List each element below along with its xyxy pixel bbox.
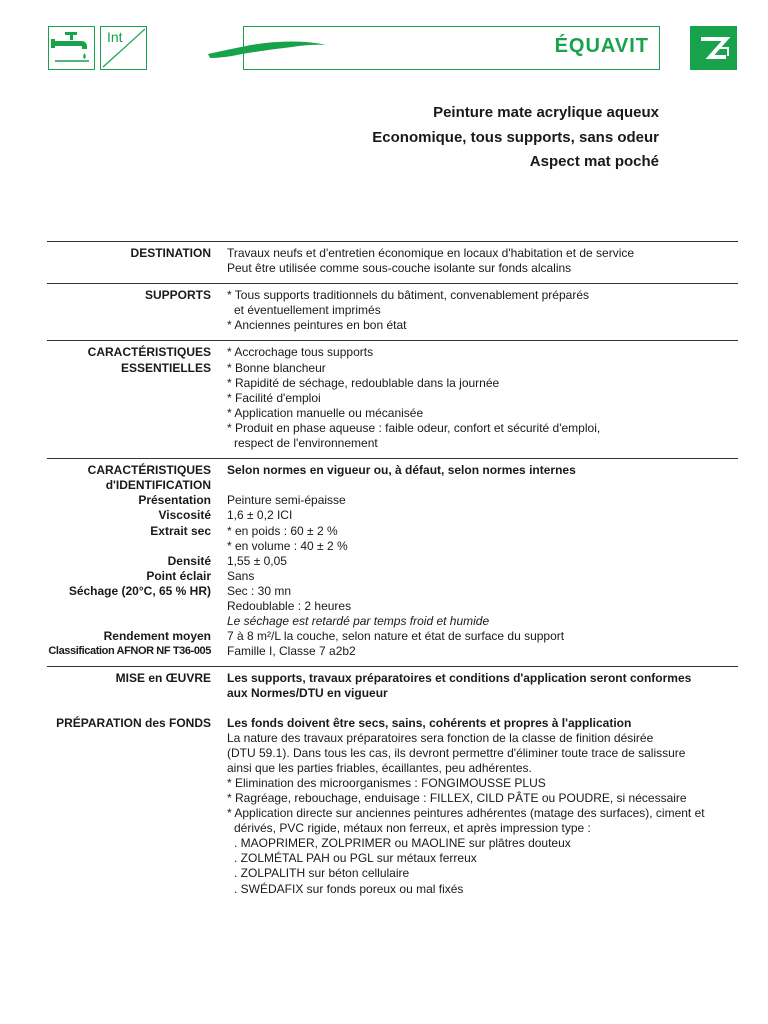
mise-en-oeuvre-text: Les supports, travaux préparatoires et conditions d'application seront conformes bbox=[227, 671, 692, 686]
preparation-text: . MAOPRIMER, ZOLPRIMER ou MAOLINE sur plâtres douteux bbox=[234, 836, 571, 851]
caracteristiques-item: respect de l'environnement bbox=[234, 436, 378, 451]
caracteristiques-item: * Accrochage tous supports bbox=[227, 345, 374, 360]
preparation-text: * Application directe sur anciennes peintures adhérentes (matage des surfaces), ciment et bbox=[227, 806, 705, 821]
water-tap-icon-box bbox=[48, 26, 95, 70]
destination-label: DESTINATION bbox=[130, 246, 211, 260]
preparation-text: * Ragréage, rebouchage, enduisage : FILLEX, CILD PÂTE ou POUDRE, si nécessaire bbox=[227, 791, 687, 805]
title-line: Economique, tous supports, sans odeur bbox=[372, 128, 659, 146]
preparation-label: PRÉPARATION des FONDS bbox=[56, 715, 211, 730]
caracteristiques-label: CARACTÉRISTIQUES bbox=[87, 345, 211, 360]
extrait-label: Extrait sec bbox=[150, 523, 211, 538]
identification-label: d'IDENTIFICATION bbox=[105, 478, 211, 493]
extrait-value: * en poids : 60 ± 2 % bbox=[227, 523, 338, 538]
eclair-value: Sans bbox=[227, 568, 255, 583]
identification-label: CARACTÉRISTIQUES bbox=[87, 463, 211, 478]
preparation-text: ainsi que les parties friables, écaillantes, peu adhérentes. bbox=[227, 760, 532, 775]
section-destination bbox=[47, 241, 738, 283]
product-titles bbox=[372, 101, 659, 175]
identification-intro: Selon normes en vigueur ou, à défaut, selon normes internes bbox=[227, 463, 576, 478]
preparation-text: La nature des travaux préparatoires sera fonction de la classe de finition désirée bbox=[227, 730, 654, 745]
section-mise-en-oeuvre bbox=[47, 666, 738, 903]
interior-use-icon bbox=[100, 26, 147, 70]
sechage-note: Le séchage est retardé par temps froid et humide bbox=[227, 614, 490, 629]
spec-table bbox=[47, 241, 738, 904]
section-caracteristiques bbox=[47, 340, 738, 458]
sechage-value: Redoublable : 2 heures bbox=[227, 598, 352, 613]
preparation-heading: Les fonds doivent être secs, sains, cohérents et propres à l'application bbox=[227, 715, 632, 730]
supports-label: SUPPORTS bbox=[144, 288, 211, 303]
brand-name: ÉQUAVIT bbox=[554, 35, 649, 57]
title-line: Peinture mate acrylique aqueux bbox=[433, 104, 659, 121]
preparation-text: . ZOLPALITH sur béton cellulaire bbox=[234, 866, 410, 881]
destination-text: Travaux neufs et d'entretien économique en locaux d'habitation et de service bbox=[227, 246, 635, 260]
caracteristiques-item: * Application manuelle ou mécanisée bbox=[227, 405, 424, 420]
sechage-value: Sec : 30 mn bbox=[227, 583, 292, 598]
destination-text: Peut être utilisée comme sous-couche isolante sur fonds alcalins bbox=[227, 261, 572, 276]
afnor-value: Famille I, Classe 7 a2b2 bbox=[227, 644, 356, 659]
preparation-text: . ZOLMÉTAL PAH ou PGL sur métaux ferreux bbox=[234, 851, 477, 866]
rendement-value: 7 à 8 m²/L la couche, selon nature et état de surface du support bbox=[227, 629, 565, 644]
mise-en-oeuvre-label: MISE en ŒUVRE bbox=[115, 671, 211, 686]
densite-label: Densité bbox=[167, 553, 211, 568]
brand-header-box bbox=[243, 26, 660, 70]
preparation-text: dérivés, PVC rigide, métaux non ferreux, et après impression type : bbox=[234, 821, 591, 836]
viscosite-value: 1,6 ± 0,2 ICI bbox=[227, 508, 293, 523]
presentation-value: Peinture semi-épaisse bbox=[227, 493, 346, 508]
mise-en-oeuvre-text: aux Normes/DTU en vigueur bbox=[227, 686, 388, 701]
eclair-label: Point éclair bbox=[146, 568, 211, 583]
section-identification bbox=[47, 458, 738, 666]
densite-value: 1,55 ± 0,05 bbox=[227, 553, 287, 568]
title-line: Aspect mat poché bbox=[529, 153, 659, 170]
preparation-text: . SWÉDAFIX sur fonds poreux ou mal fixés bbox=[234, 881, 464, 896]
section-supports bbox=[47, 283, 738, 340]
caracteristiques-item: * Bonne blancheur bbox=[227, 360, 326, 375]
brand-logo bbox=[690, 26, 737, 70]
sechage-label: Séchage (20°C, 65 % HR) bbox=[68, 583, 211, 598]
preparation-text: (DTU 59.1). Dans tous les cas, ils devront permettre d'éliminer toute trace de salissure bbox=[227, 745, 686, 760]
presentation-label: Présentation bbox=[138, 493, 211, 508]
supports-item: * Tous supports traditionnels du bâtiment, convenablement préparés bbox=[227, 288, 589, 303]
caracteristiques-label: ESSENTIELLES bbox=[120, 360, 211, 375]
caracteristiques-item: * Produit en phase aqueuse : faible odeur, confort et sécurité d'emploi, bbox=[227, 420, 601, 435]
viscosite-label: Viscosité bbox=[158, 508, 211, 523]
caracteristiques-item: * Rapidité de séchage, redoublable dans la journée bbox=[227, 375, 500, 390]
water-tap-icon bbox=[49, 27, 93, 68]
extrait-value: * en volume : 40 ± 2 % bbox=[227, 538, 348, 553]
supports-item: et éventuellement imprimés bbox=[234, 303, 381, 318]
rendement-label: Rendement moyen bbox=[103, 629, 211, 644]
diagonal-slash-icon bbox=[101, 27, 145, 68]
preparation-text: * Elimination des microorganismes : FONGIMOUSSE PLUS bbox=[227, 775, 546, 790]
interior-label: Int bbox=[107, 29, 123, 45]
brand-logo-icon bbox=[690, 26, 737, 70]
afnor-label: Classification AFNOR NF T36-005 bbox=[48, 645, 211, 658]
supports-item: * Anciennes peintures en bon état bbox=[227, 318, 407, 333]
caracteristiques-item: * Facilité d'emploi bbox=[227, 390, 321, 405]
